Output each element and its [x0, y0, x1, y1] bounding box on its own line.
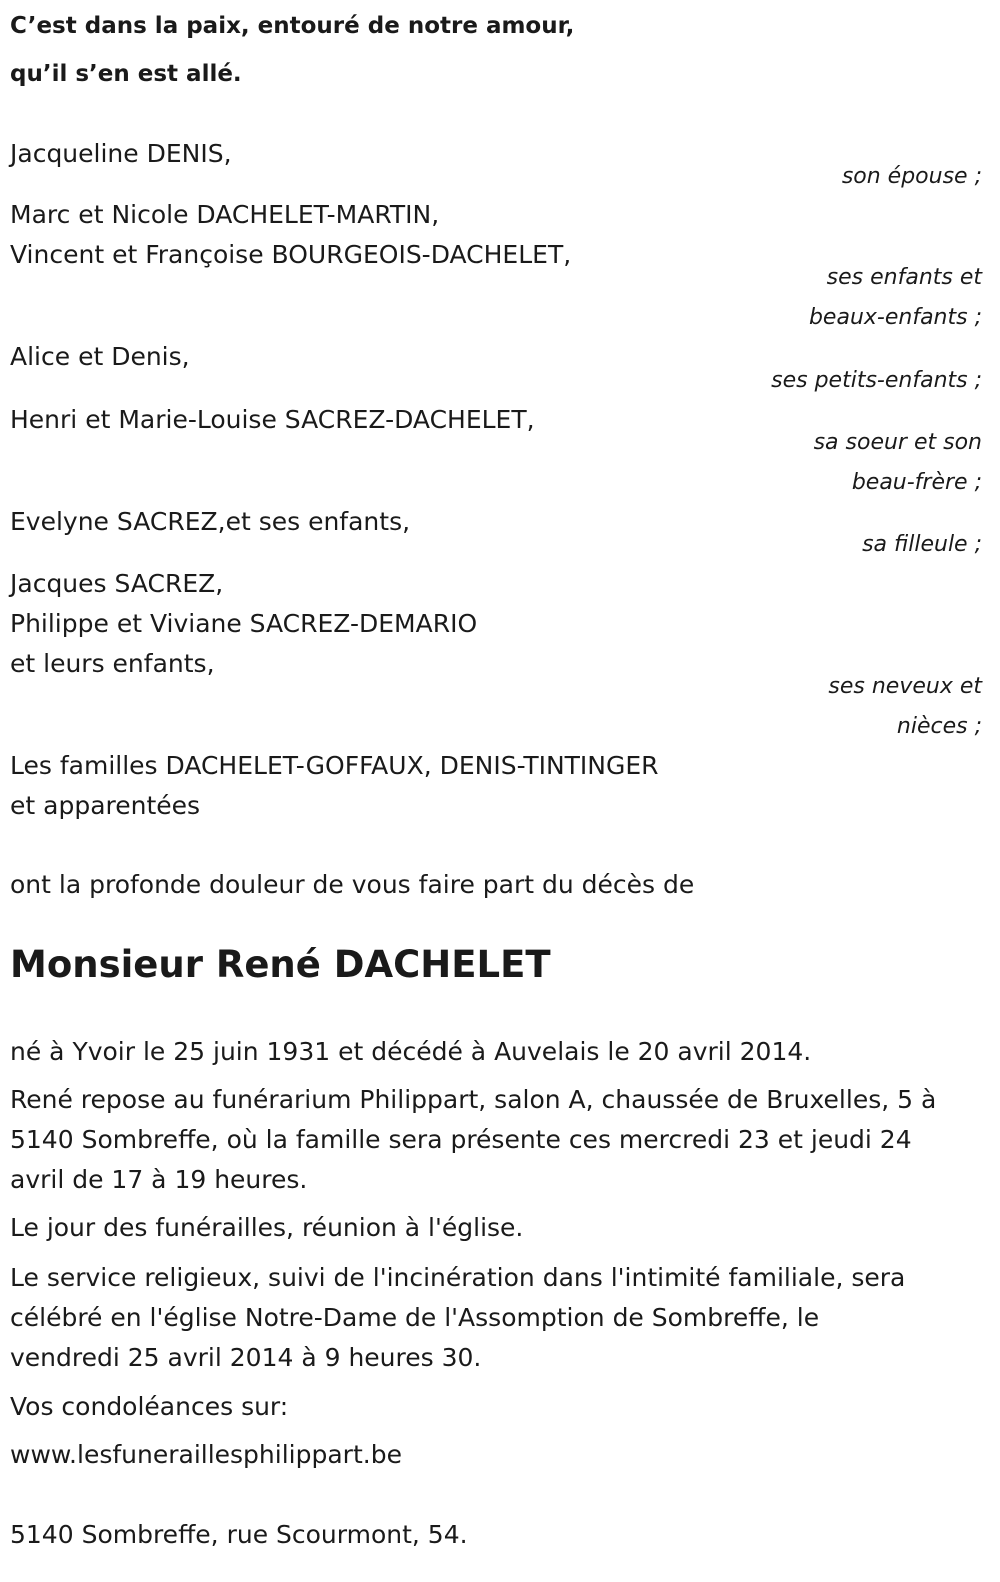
address-line: 5140 Sombreffe, rue Scourmont, 54.	[10, 1520, 468, 1549]
service-line-3: vendredi 25 avril 2014 à 9 heures 30.	[10, 1343, 482, 1372]
grandchildren-relation: ses petits-enfants ;	[771, 368, 982, 393]
nephews-relation-2: nièces ;	[896, 714, 982, 739]
children-relation-2: beaux-enfants ;	[808, 305, 982, 330]
intro-line-2: qu’il s’en est allé.	[10, 61, 242, 87]
sister-relation-2: beau-frère ;	[851, 470, 982, 495]
nephews-line-3: et leurs enfants,	[10, 649, 215, 678]
children-relation-1: ses enfants et	[826, 265, 982, 290]
intro-line-1: C’est dans la paix, entouré de notre amour,	[10, 13, 575, 39]
reunion-line: Le jour des funérailles, réunion à l'église.	[10, 1213, 524, 1242]
goddaughter-names: Evelyne SACREZ,et ses enfants,	[10, 507, 411, 536]
birth-death-line: né à Yvoir le 25 juin 1931 et décédé à Auvelais le 20 avril 2014.	[10, 1037, 812, 1066]
condolences-website-link[interactable]: www.lesfuneraillesphilippart.be	[10, 1440, 402, 1469]
grandchildren-names: Alice et Denis,	[10, 342, 190, 371]
spouse-relation: son épouse ;	[841, 164, 982, 189]
rest-line-2: 5140 Sombreffe, où la famille sera présente ces mercredi 23 et jeudi 24	[10, 1125, 912, 1154]
service-line-2: célébré en l'église Notre-Dame de l'Assomption de Sombreffe, le	[10, 1303, 820, 1332]
rest-line-3: avril de 17 à 19 heures.	[10, 1165, 308, 1194]
sister-names: Henri et Marie-Louise SACREZ-DACHELET,	[10, 405, 535, 434]
nephews-relation-1: ses neveux et	[828, 674, 982, 699]
rest-line-1: René repose au funérarium Philippart, salon A, chaussée de Bruxelles, 5 à	[10, 1085, 937, 1114]
children-line-2: Vincent et Françoise BOURGEOIS-DACHELET,	[10, 240, 572, 269]
spouse-name: Jacqueline DENIS,	[10, 139, 232, 168]
deceased-name: Monsieur René DACHELET	[10, 943, 551, 986]
nephews-line-1: Jacques SACREZ,	[10, 569, 224, 598]
children-line-1: Marc et Nicole DACHELET-MARTIN,	[10, 200, 440, 229]
families-line-1: Les familles DACHELET-GOFFAUX, DENIS-TINTINGER	[10, 751, 659, 780]
sister-relation-1: sa soeur et son	[813, 430, 982, 455]
condolences-label: Vos condoléances sur:	[10, 1392, 289, 1421]
goddaughter-relation: sa filleule ;	[862, 532, 982, 557]
service-line-1: Le service religieux, suivi de l'incinération dans l'intimité familiale, sera	[10, 1263, 906, 1292]
families-line-2: et apparentées	[10, 791, 201, 820]
announcement: ont la profonde douleur de vous faire part du décès de	[10, 870, 695, 899]
nephews-line-2: Philippe et Viviane SACREZ-DEMARIO	[10, 609, 478, 638]
